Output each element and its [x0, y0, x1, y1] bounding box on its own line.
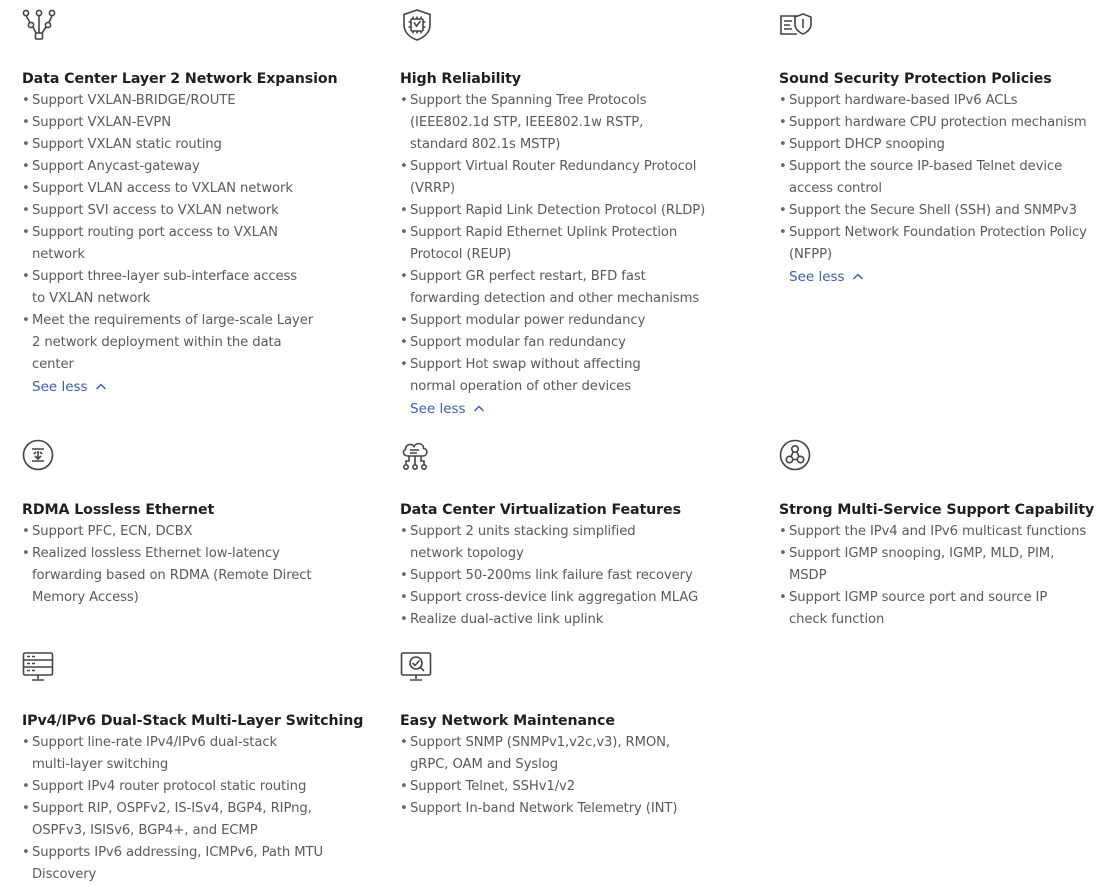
- list-item: • Meet the requirements of large-scale Layer 2 network deployment within the data center: [22, 310, 322, 376]
- list-item: • Support Rapid Ethernet Uplink Protection Protocol (REUP): [400, 222, 685, 266]
- feature-list: [22, 90, 332, 376]
- list-item: • Support hardware-based IPv6 ACLs: [779, 90, 1089, 112]
- list-item: • Support the Secure Shell (SSH) and SNMPv3: [779, 200, 1089, 222]
- list-item: • Support routing port access to VXLAN network: [22, 222, 332, 266]
- feature-list: [400, 521, 710, 631]
- list-item: • Support IPv4 router protocol static routing: [22, 776, 332, 798]
- list-item: • Support VXLAN-BRIDGE/ROUTE: [22, 90, 332, 112]
- list-item: • Support SNMP (SNMPv1,v2c,v3), RMON, gRPC, OAM and Syslog: [400, 732, 700, 776]
- rdma-ethernet-icon: [22, 439, 56, 473]
- see-less-link[interactable]: [410, 398, 485, 420]
- feature-list: [779, 521, 1089, 631]
- card-title: Easy Network Maintenance: [400, 713, 615, 729]
- cloud-network-icon: [400, 439, 434, 473]
- list-item: • Support Rapid Link Detection Protocol (RLDP): [400, 200, 710, 222]
- feature-card-multi-service: [779, 439, 1095, 631]
- feature-card-security-policies: [779, 8, 1089, 288]
- list-item: • Realized lossless Ethernet low-latency forwarding based on RDMA (Remote Direct Memory Access): [22, 543, 312, 609]
- list-item: • Support cross-device link aggregation MLAG: [400, 587, 710, 609]
- list-item: • Support Network Foundation Protection Policy (NFPP): [779, 222, 1089, 266]
- feature-list: [22, 732, 332, 886]
- list-item: • Support hardware CPU protection mechanism: [779, 112, 1089, 134]
- feature-list: [779, 90, 1089, 266]
- list-item: • Realize dual-active link uplink: [400, 609, 710, 631]
- list-item: • Support the source IP-based Telnet device access control: [779, 156, 1064, 200]
- feature-list: [400, 732, 710, 820]
- network-topology-icon: [22, 8, 56, 42]
- list-item: • Support RIP, OSPFv2, IS-ISv4, BGP4, RIPng, OSPFv3, ISISv6, BGP4+, and ECMP: [22, 798, 317, 842]
- list-item: • Support VLAN access to VXLAN network: [22, 178, 332, 200]
- list-item: • Support DHCP snooping: [779, 134, 1089, 156]
- list-item: • Support In-band Network Telemetry (INT): [400, 798, 710, 820]
- feature-card-rdma: [22, 439, 332, 609]
- feature-card-layer2-expansion: [22, 8, 338, 398]
- list-item: • Support the IPv4 and IPv6 multicast functions: [779, 521, 1089, 543]
- list-item: • Support IGMP source port and source IP check function: [779, 587, 1089, 631]
- list-item: • Support Hot swap without affecting normal operation of other devices: [400, 354, 685, 398]
- card-title: Data Center Layer 2 Network Expansion: [22, 71, 338, 87]
- card-title: Data Center Virtualization Features: [400, 502, 681, 518]
- card-title: High Reliability: [400, 71, 521, 87]
- chevron-up-icon: [95, 381, 107, 393]
- multi-service-icon: [779, 439, 813, 473]
- list-item: • Support PFC, ECN, DCBX: [22, 521, 332, 543]
- feature-list: [400, 90, 710, 398]
- feature-card-dual-stack: [22, 650, 364, 886]
- switch-monitor-icon: [22, 650, 56, 684]
- list-item: • Support Anycast-gateway: [22, 156, 332, 178]
- see-less-label: See less: [32, 379, 88, 395]
- list-item: • Support 50-200ms link failure fast recovery: [400, 565, 710, 587]
- feature-list: [22, 521, 332, 609]
- list-item: • Support SVI access to VXLAN network: [22, 200, 332, 222]
- list-item: • Support line-rate IPv4/IPv6 dual-stack multi-layer switching: [22, 732, 317, 776]
- list-item: • Support Virtual Router Redundancy Protocol (VRRP): [400, 156, 700, 200]
- list-item: • Support three-layer sub-interface access to VXLAN network: [22, 266, 312, 310]
- list-item: • Support IGMP snooping, IGMP, MLD, PIM, MSDP: [779, 543, 1094, 587]
- list-item: • Support GR perfect restart, BFD fast forwarding detection and other mechanisms: [400, 266, 710, 310]
- see-less-label: See less: [789, 269, 845, 285]
- list-item: • Support modular power redundancy: [400, 310, 710, 332]
- see-less-link[interactable]: [32, 376, 107, 398]
- card-title: Sound Security Protection Policies: [779, 71, 1052, 87]
- feature-card-virtualization: [400, 439, 710, 631]
- list-item: • Support the Spanning Tree Protocols (IEEE802.1d STP, IEEE802.1w RSTP, standard 802.1s MSTP): [400, 90, 695, 156]
- security-shield-icon: [779, 8, 813, 42]
- see-less-label: See less: [410, 401, 466, 417]
- list-item: • Support Telnet, SSHv1/v2: [400, 776, 710, 798]
- list-item: • Support modular fan redundancy: [400, 332, 710, 354]
- card-title: RDMA Lossless Ethernet: [22, 502, 215, 518]
- maintenance-monitor-icon: [400, 650, 434, 684]
- see-less-link[interactable]: [789, 266, 864, 288]
- card-title: IPv4/IPv6 Dual-Stack Multi-Layer Switching: [22, 713, 364, 729]
- list-item: • Support 2 units stacking simplified network topology: [400, 521, 690, 565]
- list-item: • Supports IPv6 addressing, ICMPv6, Path MTU Discovery: [22, 842, 327, 886]
- card-title: Strong Multi-Service Support Capability: [779, 502, 1095, 518]
- chevron-up-icon: [852, 271, 864, 283]
- list-item: • Support VXLAN-EVPN: [22, 112, 332, 134]
- shield-chip-icon: [400, 8, 434, 42]
- list-item: • Support VXLAN static routing: [22, 134, 332, 156]
- feature-card-maintenance: [400, 650, 710, 820]
- feature-card-high-reliability: [400, 8, 710, 420]
- chevron-up-icon: [473, 403, 485, 415]
